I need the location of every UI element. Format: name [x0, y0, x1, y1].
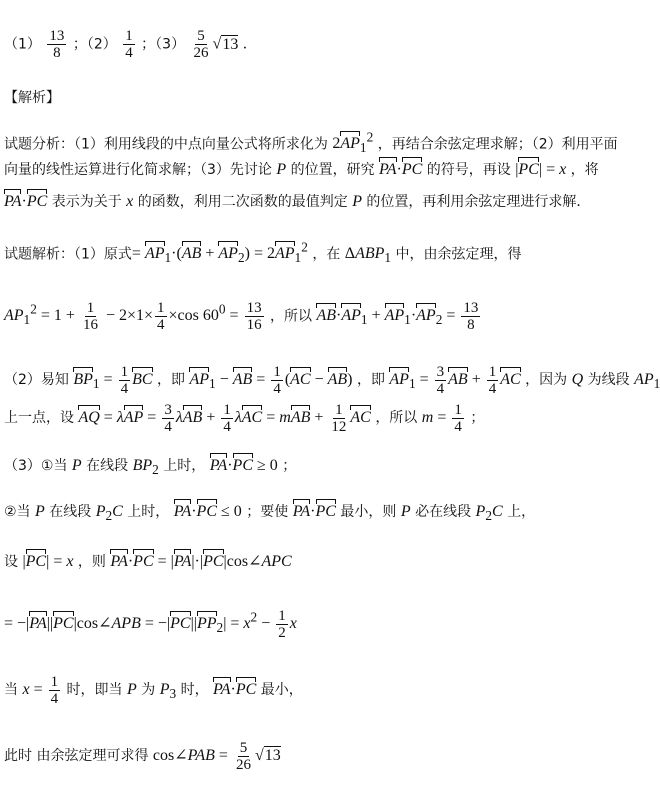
- sqrt-sign: √: [212, 35, 222, 53]
- overview-text: 表示为关于: [51, 194, 122, 210]
- overview-line-3: [4, 192, 590, 212]
- solution-text: ，所以: [270, 308, 313, 325]
- point-P: P: [127, 681, 137, 699]
- overview-text: ，再结合余弦定理求解；（2）利用平面: [377, 136, 618, 153]
- solution-line-7: [4, 552, 292, 572]
- overview-line-1: [4, 128, 618, 159]
- solution-text: 上一点，设: [4, 410, 74, 427]
- answer-sep-1: ；（2）: [72, 36, 117, 53]
- overview-text: 的符号，再设: [426, 162, 511, 178]
- analysis-header: 【解析】: [4, 90, 60, 106]
- formula-PA-dot-PC: PA·PC: [213, 681, 257, 699]
- answer-2-denominator: 4: [125, 45, 133, 61]
- solution-text: 上，: [507, 504, 536, 520]
- solution-text: ，在: [312, 246, 341, 263]
- solution-text: 最小，则: [340, 504, 397, 520]
- segment-AP1: $AP_1$: [634, 371, 660, 392]
- solution-text: （2）易知: [4, 372, 69, 389]
- solution-text: ，即: [157, 372, 186, 389]
- solution-text: 时，即当: [66, 682, 123, 699]
- formula-AP1-minus-AB: $AP_1$ − AB = $\frac{1}{4}$ (AC − AB): [189, 364, 353, 397]
- point-P: P: [35, 503, 45, 520]
- solution-text: ，因为: [525, 372, 568, 389]
- solution-text: ，即: [356, 372, 385, 389]
- solution-line-4: [4, 402, 484, 435]
- solution-line-5: [4, 456, 296, 480]
- solution-text: 上时，: [163, 458, 206, 474]
- solution-line-6: [4, 502, 535, 526]
- solution-line-8: [4, 608, 297, 641]
- solution-text: （3）①当: [4, 458, 68, 474]
- solution-text: 为: [141, 682, 156, 699]
- formula-AP1: $AP_1$ = $\frac{3}{4}$ AB + $\frac{1}{4}$ AC: [389, 364, 521, 397]
- answer-3-numerator: 5: [197, 28, 205, 44]
- answer-end: ．: [242, 36, 257, 53]
- solution-line-10: [4, 740, 281, 773]
- solution-text: 时，: [180, 682, 209, 699]
- overview-text: 的位置，再利用余弦定理进行求解．: [366, 194, 591, 210]
- solution-text: 中，由余弦定理，得: [395, 246, 522, 263]
- solution-text: 最小，: [260, 682, 303, 699]
- solution-text: 此时 由余弦定理可求得: [4, 748, 149, 765]
- formula-PA-dot-PC-nonpos: PA·PC ≤ 0: [173, 503, 242, 520]
- answer-1-denominator: 8: [53, 45, 61, 61]
- solution-text: ；: [470, 410, 485, 427]
- formula-PA-dot-PC: PA·PC: [4, 193, 48, 210]
- variable-x: x: [126, 193, 134, 210]
- formula-2AP1-squared: $2AP_1^2$: [332, 130, 374, 156]
- solution-text: 设: [4, 554, 18, 570]
- formula-quadratic: = −|PA||PC|cos∠APB = $-|PC||PP_2| = x^2$ − $\frac{1}{2}$ x: [4, 608, 297, 642]
- solution-line-2: [4, 300, 482, 333]
- solution-text: 当: [4, 682, 18, 699]
- solution-line-1: [4, 238, 522, 269]
- overview-line-2: [4, 160, 599, 180]
- formula-BP1: $BP_1$ = $\frac{1}{4}$ BC: [73, 364, 153, 397]
- formula-abs-PC-eq-x: |PC| = x: [22, 553, 74, 570]
- overview-text: 的位置，研究: [290, 162, 375, 178]
- answer-3-denominator: 26: [193, 45, 209, 61]
- point-Q: Q: [571, 371, 584, 389]
- solution-line-9: [4, 674, 303, 707]
- answer-3-fraction: [192, 28, 211, 61]
- solution-line-3: [4, 364, 660, 397]
- formula-PA-dot-PC-nonneg: PA·PC ≥ 0: [209, 457, 278, 474]
- formula-PA-dot-PC: PA·PC: [379, 161, 423, 178]
- solution-text: 试题解析：（1）原式: [4, 246, 132, 263]
- answer-1-fraction: [47, 28, 66, 61]
- answers-line: [4, 28, 257, 61]
- formula-AQ: AQ = λAP = $\frac{3}{4}$ λAB + $\frac{1}{4}$ λAC = mAB + $\frac{1}{12}$ AC: [78, 402, 371, 435]
- triangle-ABP1: $\Delta ABP_1$: [344, 245, 392, 266]
- formula-cosine-law: $AP_1^2 = 1$ + $\frac{1}{16}$ − 2×1× $\frac{1}{4}$ ×cos $60^0$ = $\frac{13}{16}$: [4, 300, 262, 334]
- segment-P2C: $P_2C$: [475, 503, 503, 524]
- solution-text: 在线段: [49, 504, 92, 520]
- answer-sep-2: ；（3）: [141, 36, 186, 53]
- formula-dot-product-result: $AB\cdot AP_1 + AP_1\cdot AP_2$ = $\frac{13}{8}$: [316, 300, 479, 334]
- point-P3: $P_3$: [159, 681, 177, 702]
- solution-text: 上时，: [127, 504, 170, 520]
- formula-dot-product-cos: PA·PC = |PA|·|PC|cos∠APC: [110, 553, 292, 570]
- solution-text: 在线段: [86, 458, 129, 474]
- overview-text: 试题分析：（1）利用线段的中点向量公式将所求化为: [4, 136, 328, 153]
- point-P: P: [352, 193, 362, 210]
- solution-text: 必在线段: [415, 504, 472, 520]
- point-P: P: [71, 457, 82, 474]
- answer-2-fraction: [123, 28, 135, 61]
- overview-text: 向量的线性运算进行化简求解；（3）先讨论: [4, 162, 272, 178]
- formula-PA-dot-PC: PA·PC: [292, 503, 336, 520]
- solution-text: ；要使: [246, 504, 289, 520]
- point-P: P: [276, 161, 287, 178]
- segment-P2C: $P_2C$: [95, 503, 123, 524]
- solution-text: ，所以: [375, 410, 418, 427]
- formula-cos-PAB: cos∠PAB = $\frac{5}{26}$ √13: [152, 740, 281, 773]
- segment-BP2: $BP_2$: [132, 457, 159, 478]
- formula-abs-PC-eq-x: |PC| = x: [515, 161, 567, 178]
- answer-3-radicand: 13: [222, 35, 239, 53]
- point-P: P: [400, 503, 411, 520]
- overview-text: ，将: [570, 162, 599, 178]
- overview-text: 的函数，利用二次函数的最值判定: [137, 194, 348, 210]
- formula-x-value: x = $\frac{1}{4}$: [22, 674, 59, 707]
- answer-1-numerator: 13: [49, 28, 65, 44]
- solution-text: ，则: [77, 554, 106, 570]
- answer-2-numerator: 1: [125, 28, 133, 44]
- solution-text: ；: [282, 458, 297, 474]
- formula-original-expression: = $AP_1\cdot(AB + AP_2) = 2AP_1^2$: [131, 240, 308, 266]
- solution-text: 为线段: [587, 372, 630, 389]
- solution-text: ②当: [4, 504, 31, 520]
- formula-m-value: m = $\frac{1}{4}$: [421, 402, 462, 435]
- answer-label-1: （1）: [4, 36, 41, 53]
